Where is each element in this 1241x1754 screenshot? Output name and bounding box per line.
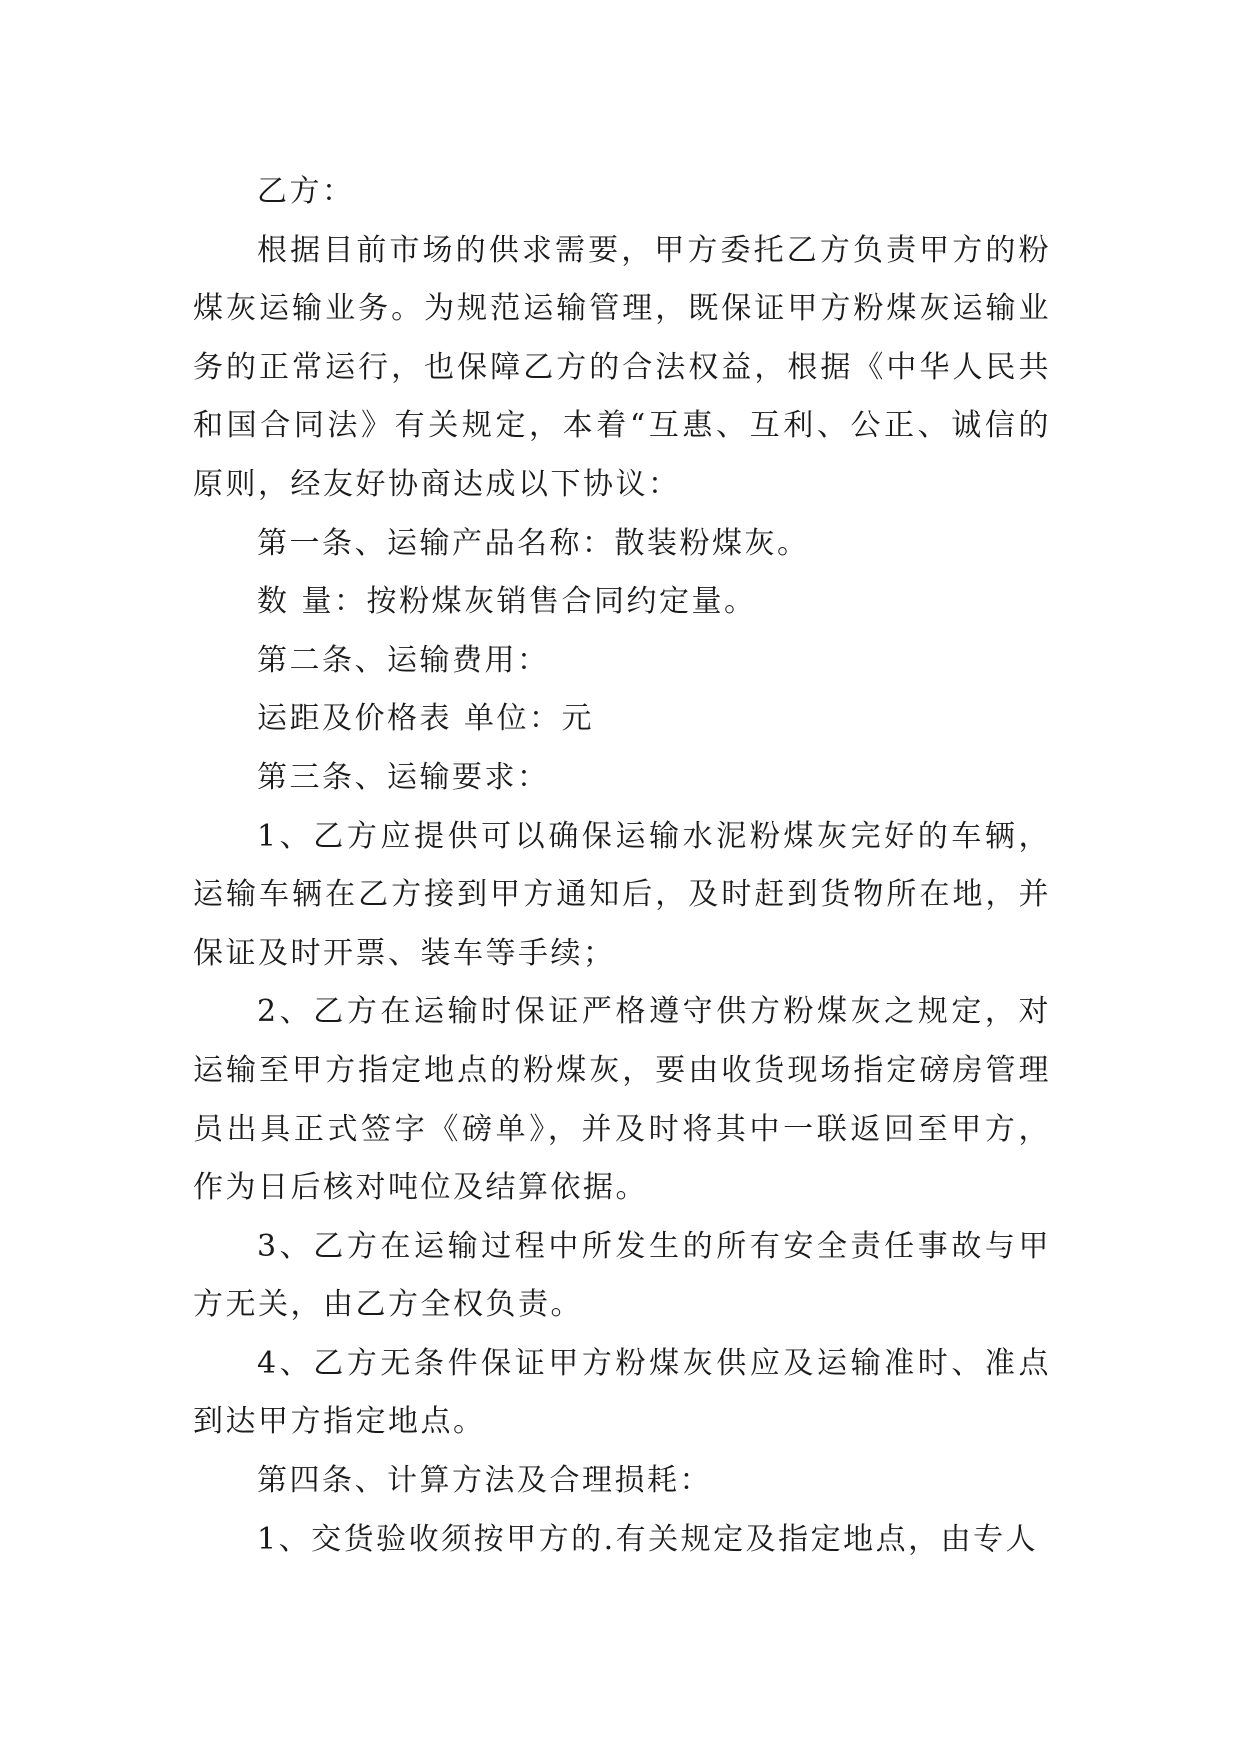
paragraph-preamble: 根据目前市场的供求需要，甲方委托乙方负责甲方的粉煤灰运输业务。为规范运输管理，既保证甲方粉煤灰运输业务的正常运行，也保障乙方的合法权益，根据《中华人民共和国合同法》有关规定，本着“互惠、互利、公正、诚信的原则，经友好协商达成以下协议： [193,232,1051,502]
paragraph-price-table-caption: 运距及价格表 单位：元 [257,701,595,737]
paragraph-article-4-heading: 第四条、计算方法及合理损耗： [257,1463,712,1499]
paragraph-article-1-quantity: 数 量：按粉煤灰销售合同约定量。 [257,584,757,620]
paragraph-article-3-heading: 第三条、运输要求： [257,759,550,795]
paragraph-article-3-item-3: 3、乙方在运输过程中所发生的所有安全责任事故与甲方无关，由乙方全权负责。 [193,1228,1051,1323]
paragraph-article-3-item-4: 4、乙方无条件保证甲方粉煤灰供应及运输准时、准点到达甲方指定地点。 [193,1345,1051,1440]
paragraph-party-b: 乙方： [257,174,355,209]
paragraph-article-4-item-1: 1、交货验收须按甲方的.有关规定及指定地点，由专人 [257,1521,1039,1557]
document-body [193,163,1051,1569]
paragraph-article-3-item-1: 1、乙方应提供可以确保运输水泥粉煤灰完好的车辆，运输车辆在乙方接到甲方通知后，及时赶到货物所在地，并保证及时开票、装车等手续； [193,818,1051,971]
paragraph-article-3-item-2: 2、乙方在运输时保证严格遵守供方粉煤灰之规定，对运输至甲方指定地点的粉煤灰，要由收货现场指定磅房管理员出具正式签字《磅单》，并及时将其中一联返回至甲方，作为日后核对吨位及结算依据。 [193,994,1051,1206]
paragraph-article-2-heading: 第二条、运输费用： [257,642,550,678]
paragraph-article-1-product: 第一条、运输产品名称：散装粉煤灰。 [257,525,810,561]
